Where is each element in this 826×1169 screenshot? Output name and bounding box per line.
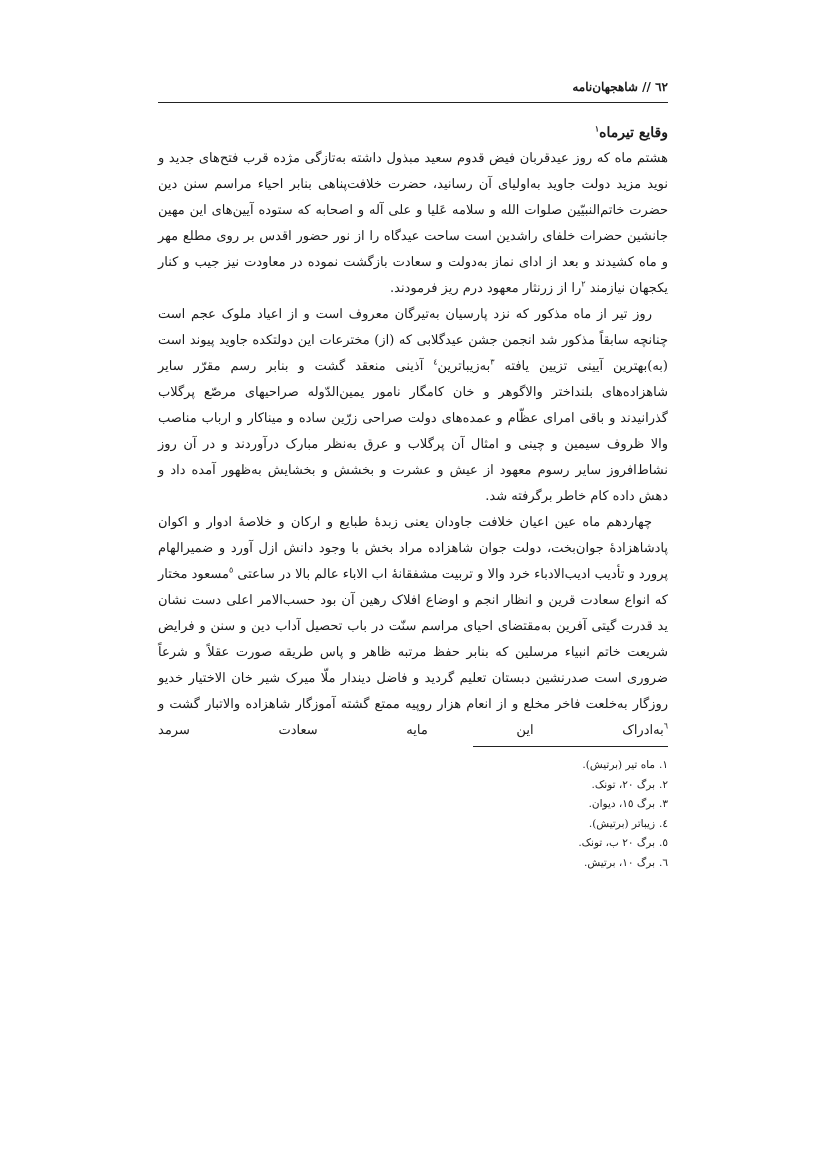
footnote-item (158, 776, 668, 796)
footnote-number: ٣. (659, 798, 668, 810)
paragraph (158, 302, 668, 510)
footnote-item (158, 834, 668, 854)
main-text (158, 114, 668, 744)
footnote-text: برگ ١٠، برتیش. (584, 856, 656, 869)
footnote-text: ماه تیر (برتیش). (582, 759, 656, 771)
section-title (158, 120, 668, 146)
footnote-ref: ٢ (581, 279, 586, 289)
running-head: ٦٢ // شاهجهان‌نامه (572, 80, 668, 94)
footnote-ref: ٥ (228, 565, 234, 575)
footnote-ref: ٤ (433, 357, 438, 367)
footnote-item (158, 815, 668, 835)
footnote-number: ٤. (659, 817, 668, 830)
footnote-text: برگ ١٥، دیوان. (588, 798, 656, 810)
footnote-text: زیباتر (برتیش). (588, 817, 656, 830)
paragraph-text: آذینی منعقد گشت و بنابر رسم مقرّر سایر شاهزاده‌های بلنداختر والاگوهر و خان کامگار نامور یمین‌الدّوله صراحیهای مرصّع پرگلاب گذرانیدند و باقی امرای عظّام و عمده‌های دولت صراحی زرّین ساده و میناکار و ارباب مناصب والا ظروف سیمین و چینی و امثال آن پرگلاب و عرق به‌نظر مبارک درآوردند و در آن روز نشاط‌افروز سایر رسوم معهود از عیش و عشرت و بخشش و بخشایش به‌ظهور آمده داد و دهش داده کام خاطر برگرفته شد. (158, 359, 668, 504)
footnote-ref: ٦ (663, 721, 668, 731)
footnote-ref: ١ (594, 123, 600, 134)
footnote-item (158, 795, 668, 815)
paragraph-text: به‌زیباترین (437, 359, 491, 374)
paragraph-text: روز تیر از ماه مذکور که نزد پارسیان به‌تیرگان معروف است و از اعیاد ملوک عجم است چنانچه سابقاً مذکور شد انجمن جشن عیدگلابی که (از) مخترعات این دولتکده جاوید پیوند است (به)بهترین آیینی تزیین یافته (158, 307, 668, 374)
footnote-ref: ٣ (490, 357, 495, 367)
paragraph-text: چهاردهم ماه عین اعیان خلافت جاودان یعنی زبدهٔ طبایع و ارکان و خلاصهٔ ادوار و اکوان پادشاهزادهٔ جوان‌بخت، دولت جوان شاهزاده مراد بخش با وجود دانش ازل آورد و ضمیرالهام پرورد و تأدیب ادیب‌الادباء خرد والا و تربیت مشفقانهٔ اب الاباء عالم بالا در ساعتی (158, 515, 668, 582)
footnote-text: برگ ٢٠، تونک. (591, 778, 656, 791)
footnote-number: ٢. (659, 778, 668, 791)
footnotes-list (158, 756, 668, 873)
footnote-text: برگ ٢٠ ب، تونک. (578, 837, 656, 849)
paragraph-text: به‌ادراک این مایه سعادت سرمد (158, 723, 664, 738)
footnote-number: ٦. (659, 856, 668, 869)
paragraph-text: مسعود مختار که انواع سعادت قرین و انظار انجم و اوضاع افلاک رهین آن بود حسب‌الامر اعلی دست نشان ید قدرت گیتی آفرین به‌مقتضای احیای مراسم سنّت در باب تحصیل آداب دین و سنن و فرایض شریعت خاتم انبیاء مرسلین که بنابر حفظ مرتبه ظاهر و پاس طریقه صورت عقلاً و شرعاً ضروری است صدرنشین دبستان تعلیم گردید و فاضل دیندار ملّا میرک شیر خان الاختیار خدیو روزگار به‌خلعت فاخر مخلع و از انعام هزار روپیه ممتع گشته آموزگار شاهزاده والاتبار گشت و (157, 567, 668, 712)
paragraph (158, 510, 668, 744)
footnote-number: ١. (659, 759, 668, 771)
footnote-rule (473, 746, 668, 747)
paragraph (158, 146, 668, 302)
footnote-item (158, 756, 668, 776)
footnote-item (158, 854, 668, 874)
paragraph-text: هشتم ماه که روز عیدقربان فیض قدوم سعید مبذول داشته به‌تازگی مژده قرب فتح‌های جدید و نوید مزید دولت جاوید به‌اولیای آن رسانید، حضرت خلافت‌پناهی بنابر احیاء مراسم سنن دین حضرت خاتم‌النبیّین صلوات الله و سلامه عَلیا و علی آله و اصحابه که ستوده آیین‌های این مهین جانشین حضرات خلفای راشدین است ساحت عیدگاه را از نور حضور اقدس بر روی مطلع مهر و ماه کشیدند و بعد از ادای نماز به‌دولت و سعادت بازگشت نموده در معاودت نیز جیب و کنار یکجهان نیازمند (158, 151, 668, 296)
paragraph-text: را از زرنثار معهود درم ریز فرمودند. (389, 281, 582, 296)
header-rule (158, 102, 668, 103)
footnote-number: ٥. (659, 837, 668, 849)
section-title-text: وقایع تیرماه (599, 125, 668, 141)
